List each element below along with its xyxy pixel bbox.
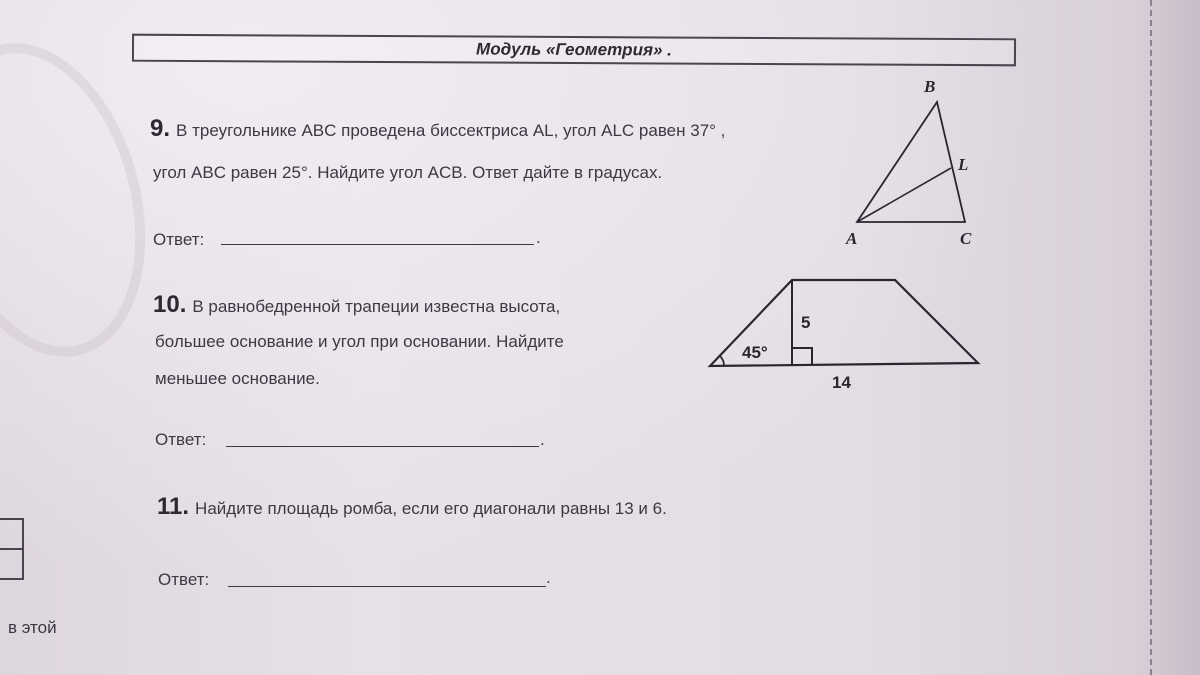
q9-line2: угол ABC равен 25°. Найдите угол ACB. Ответ дайте в градусах. [153, 163, 663, 182]
q9-answer-label: Ответ: [153, 230, 205, 249]
label-a: A [846, 229, 858, 248]
q9-text-line1: В треугольнике ABC проведена биссектриса AL, угол ALC равен 37° , [176, 121, 726, 140]
bisector-al [857, 168, 951, 222]
q10-text-line1: В равнобедренной трапеции известна высота, [192, 297, 561, 316]
q11-answer-field[interactable] [228, 586, 546, 587]
q11-number: 11. [157, 493, 190, 520]
q11-answer-dot: . [546, 568, 551, 587]
left-table-cell-top [0, 518, 24, 550]
q10-answer-field[interactable] [226, 446, 539, 447]
q10-line3: меньшее основание. [155, 369, 320, 388]
q10-trapezoid-figure [700, 270, 990, 400]
q10-number: 10. [153, 291, 187, 318]
page-cut-line [1150, 0, 1154, 675]
right-angle-mark [792, 348, 812, 365]
base-label-14: 14 [832, 373, 851, 392]
q11-text-line1: Найдите площадь ромба, если его диагонали равны 13 и 6. [195, 499, 667, 518]
module-header [132, 34, 1016, 67]
q10-answer-label: Ответ: [155, 430, 207, 449]
footer-partial-text: в этой [8, 618, 57, 637]
q11-answer-label: Ответ: [158, 570, 210, 589]
q9-line1 [150, 117, 725, 141]
q9-answer-dot: . [536, 228, 541, 247]
angle-label-45: 45° [742, 343, 768, 362]
q9-number: 9. [150, 115, 171, 142]
label-c: C [960, 229, 972, 248]
label-b: B [924, 77, 936, 96]
show-through-shape [0, 20, 178, 381]
module-title: Модуль «Геометрия» . [476, 39, 672, 60]
height-label-5: 5 [801, 313, 811, 332]
label-l: L [958, 155, 969, 174]
q10-line1 [153, 293, 560, 317]
q9-answer-field[interactable] [221, 244, 534, 245]
triangle-abc [857, 102, 965, 222]
q10-answer-dot: . [540, 430, 545, 449]
angle-arc [720, 356, 724, 366]
page-shadow [1130, 0, 1200, 675]
q10-line2: большее основание и угол при основании. Найдите [155, 332, 564, 351]
q9-triangle-figure [840, 70, 1000, 255]
q11-line1 [157, 495, 667, 519]
left-table-cell-bottom [0, 548, 24, 580]
